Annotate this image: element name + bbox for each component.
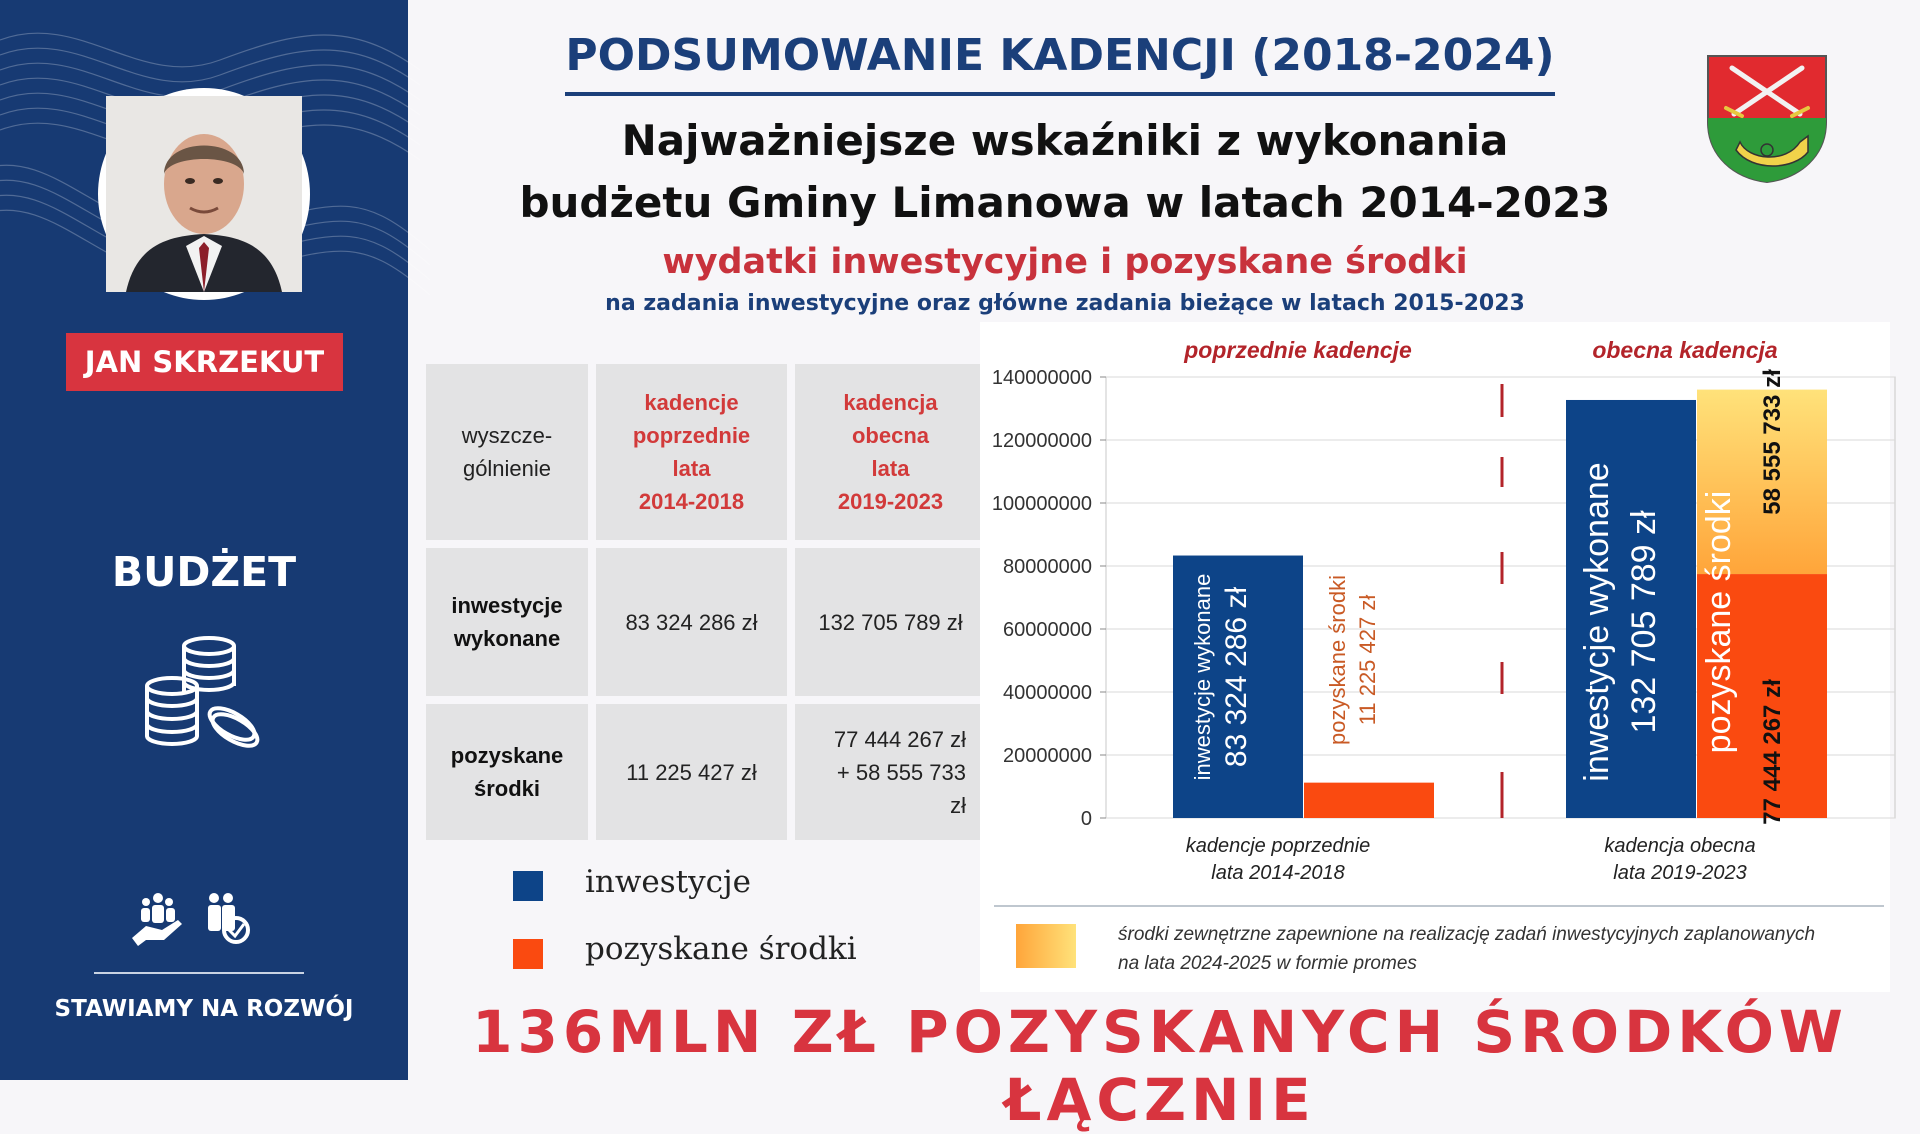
bar-chart bbox=[980, 322, 1890, 992]
subtitle-small: na zadania inwestycyjne oraz główne zadania bieżące w latach 2015-2023 bbox=[605, 291, 1525, 316]
row-label: pozyskane środki bbox=[426, 704, 588, 840]
helping-hands-icon bbox=[132, 890, 256, 948]
y-tick-label: 80000000 bbox=[1003, 556, 1092, 578]
table-header-row bbox=[426, 364, 986, 540]
cell-value: 77 444 267 zł + 58 555 733 zł bbox=[795, 704, 986, 840]
bar-value-label: 132 705 789 zł bbox=[1625, 510, 1663, 734]
group-label: obecna kadencja bbox=[1592, 337, 1778, 363]
bottom-banner: 136MLN ZŁ POZYSKANYCH ŚRODKÓW ŁĄCZNIE bbox=[472, 998, 1848, 1134]
legend-label-investments: inwestycje bbox=[585, 864, 751, 900]
x-category-label: lata 2014-2018 bbox=[1211, 862, 1345, 884]
bar-funds bbox=[1304, 783, 1434, 818]
subtitle-line-2: budżetu Gminy Limanowa w latach 2014-2023 bbox=[519, 178, 1611, 227]
legend-label-funds: pozyskane środki bbox=[585, 931, 857, 967]
sidebar bbox=[0, 0, 408, 1080]
bar-value-label: 77 444 267 zł bbox=[1759, 679, 1786, 825]
table-header-label: wyszcze- gólnienie bbox=[426, 364, 588, 540]
table-row bbox=[426, 548, 986, 696]
portrait-image bbox=[106, 96, 302, 292]
name-badge: JAN SKRZEKUT bbox=[66, 333, 343, 391]
y-tick-label: 60000000 bbox=[1003, 619, 1092, 641]
cell-value: 83 324 286 zł bbox=[596, 548, 787, 696]
x-category-label: kadencja obecna bbox=[1604, 835, 1756, 857]
cell-value: 11 225 427 zł bbox=[596, 704, 787, 840]
x-category-label: kadencje poprzednie bbox=[1185, 835, 1371, 857]
y-tick-label: 120000000 bbox=[991, 430, 1092, 452]
y-tick-label: 40000000 bbox=[1003, 682, 1092, 704]
table-row bbox=[426, 704, 986, 840]
bar-value-label: 58 555 733 zł bbox=[1759, 369, 1786, 515]
coat-of-arms-icon bbox=[1704, 52, 1830, 184]
table-header-current: kadencja obecna lata 2019-2023 bbox=[795, 364, 986, 540]
bar-label-name: inwestycje wykonane bbox=[1190, 573, 1215, 781]
cell-value: 132 705 789 zł bbox=[795, 548, 986, 696]
y-tick-label: 20000000 bbox=[1003, 745, 1092, 767]
bar-label-name: pozyskane środki bbox=[1700, 490, 1738, 754]
group-label: poprzednie kadencje bbox=[1184, 337, 1412, 363]
coins-icon bbox=[144, 636, 266, 748]
bar-label-name: inwestycje wykonane bbox=[1578, 462, 1616, 782]
bar-value-label: 11 225 427 zł bbox=[1355, 594, 1380, 726]
table-header-previous: kadencje poprzednie lata 2014-2018 bbox=[596, 364, 787, 540]
title-underline bbox=[565, 92, 1555, 96]
bar-value-label: 83 324 286 zł bbox=[1220, 586, 1253, 768]
sidebar-divider bbox=[94, 972, 304, 974]
x-category-label: lata 2019-2023 bbox=[1613, 862, 1747, 884]
avatar bbox=[98, 88, 310, 300]
note-swatch bbox=[1016, 924, 1076, 968]
y-tick-label: 100000000 bbox=[991, 493, 1092, 515]
subtitle-red: wydatki inwestycyjne i pozyskane środki bbox=[662, 242, 1468, 282]
note-text: na lata 2024-2025 w formie promes bbox=[1118, 953, 1417, 974]
page-title: PODSUMOWANIE KADENCJI (2018-2024) bbox=[565, 30, 1555, 81]
data-table bbox=[418, 356, 994, 848]
row-label: inwestycje wykonane bbox=[426, 548, 588, 696]
bar-label-name: pozyskane środki bbox=[1325, 575, 1350, 745]
y-tick-label: 0 bbox=[1080, 808, 1092, 830]
note-text: środki zewnętrzne zapewnione na realizację zadań inwestycyjnych zaplanowanych bbox=[1118, 924, 1816, 945]
slogan: STAWIAMY NA ROZWÓJ bbox=[54, 996, 354, 1022]
section-title: BUDŻET bbox=[111, 548, 297, 596]
subtitle-line-1: Najważniejsze wskaźniki z wykonania bbox=[621, 116, 1509, 165]
y-tick-label: 140000000 bbox=[991, 367, 1092, 389]
chart-panel bbox=[980, 322, 1890, 992]
legend-swatch-investments bbox=[513, 871, 543, 901]
legend-swatch-funds bbox=[513, 939, 543, 969]
